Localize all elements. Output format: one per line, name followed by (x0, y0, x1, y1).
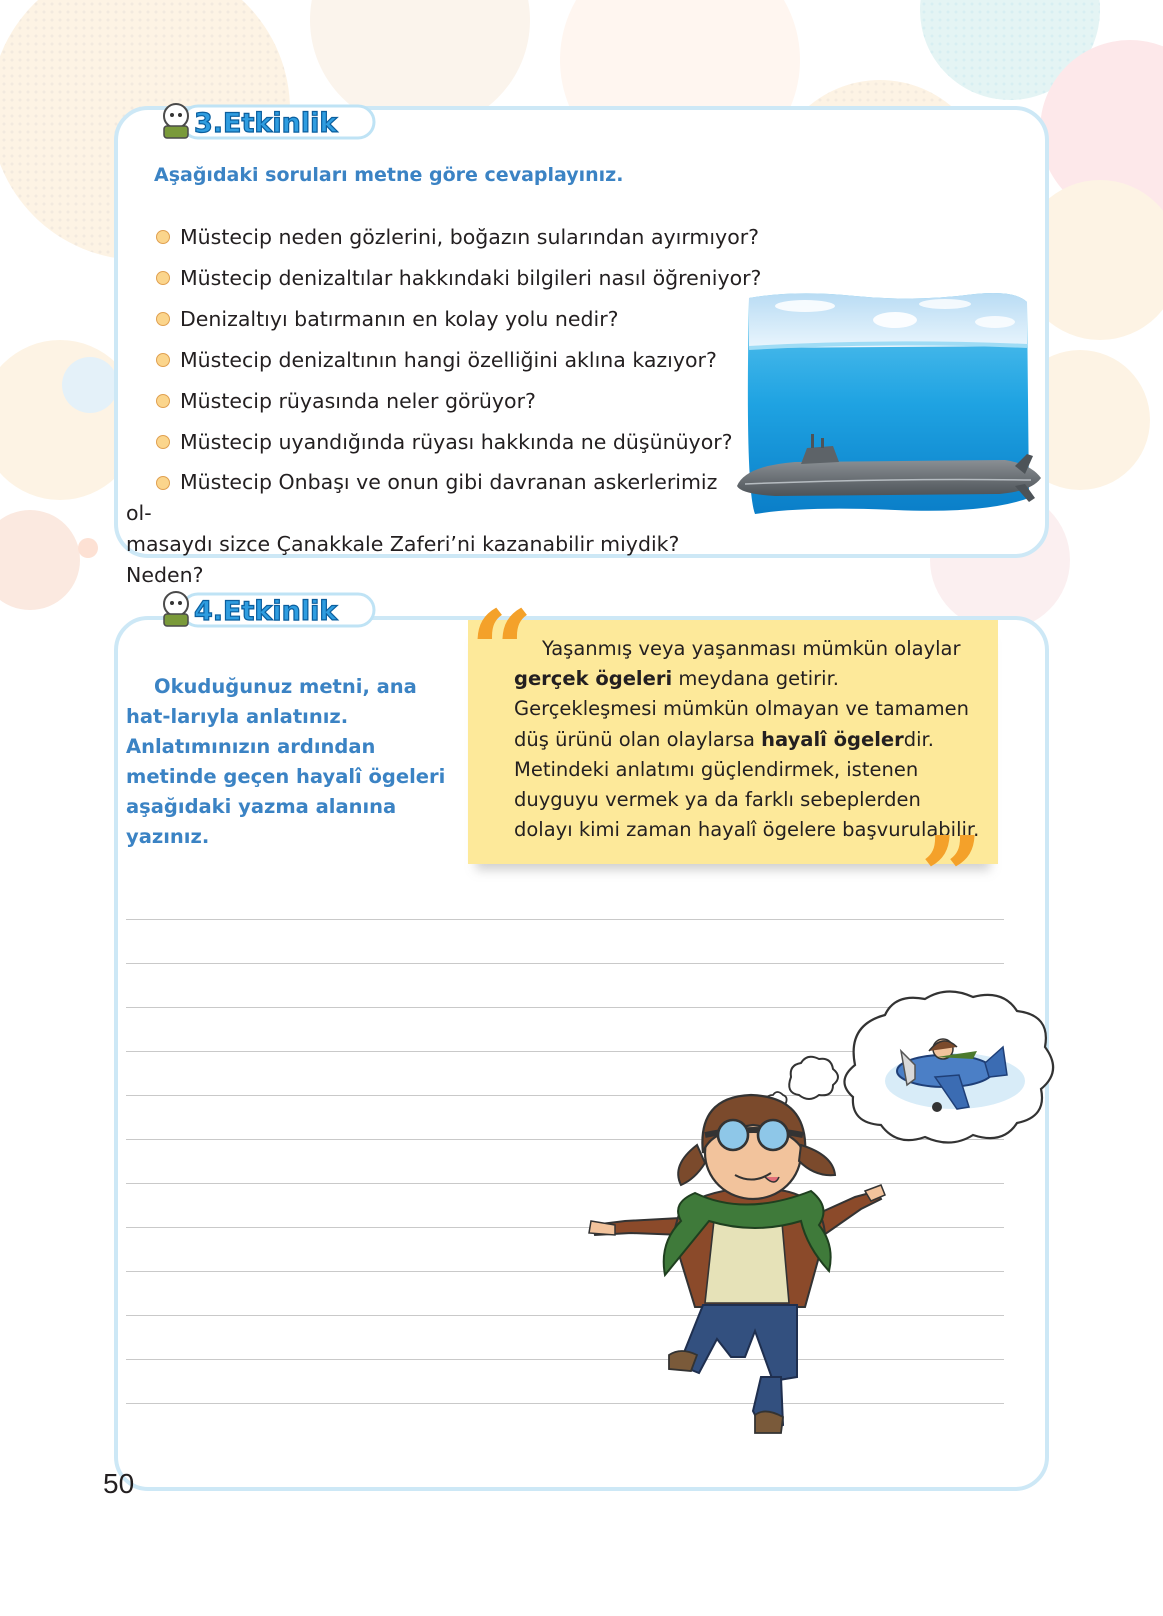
info-note-text: Yaşanmış veya yaşanması mümkün olaylar gerçek ögeleri meydana getirir. Gerçekleşmesi mümkün olmayan ve tamamen düş ürünü olan olaylarsa hayalî ögelerdir. Metindeki anlatımı güçlendirmek, istenen duyguyu vermek ya da farklı sebeplerden dolayı kimi zaman hayalî ögelere başvurulabilir. (514, 637, 980, 842)
open-quote-icon: “ (470, 586, 534, 715)
list-item: Müstecip denizaltılar hakkındaki bilgileri nasıl öğreniyor? (126, 258, 736, 299)
bullet-icon (156, 312, 170, 326)
activity-4-badge (158, 586, 378, 632)
bullet-icon (156, 435, 170, 449)
info-note (468, 620, 998, 864)
activity-3-instruction: Aşağıdaki soruları metne göre cevaplayınız. (154, 164, 624, 186)
bullet-icon (156, 394, 170, 408)
list-item: Müstecip neden gözlerini, boğazın sularından ayırmıyor? (126, 217, 736, 258)
aviator-boy-illustration (585, 985, 1065, 1440)
list-item: Denizaltıyı batırmanın en kolay yolu nedir? (126, 299, 736, 340)
bullet-icon (156, 271, 170, 285)
bullet-icon (156, 230, 170, 244)
boy-icon (589, 1095, 885, 1433)
list-item: Müstecip rüyasında neler görüyor? (126, 381, 736, 422)
activity-3-badge-label: 3.Etkinlik (194, 108, 338, 139)
submarine-illustration (735, 288, 1045, 520)
mascot-icon (164, 592, 188, 626)
close-quote-icon: ” (920, 812, 984, 941)
bullet-icon (156, 353, 170, 367)
activity-3-badge (158, 98, 378, 144)
thought-bubble-icon (767, 991, 1054, 1142)
question-list (126, 217, 762, 591)
list-item: Müstecip denizaltının hangi özelliğini aklına kazıyor? (126, 340, 736, 381)
bullet-icon (156, 476, 170, 490)
page-number: 50 (103, 1468, 135, 1499)
list-item: Müstecip Onbaşı ve onun gibi davranan askerlerimiz ol- masaydı sizce Çanakkale Zaferi’ni kazanabilir miydik? Neden? (126, 470, 718, 587)
activity-4-instruction: Okuduğunuz metni, ana hat-larıyla anlatınız. Anlatımınızın ardından metinde geçen hayalî ögeleri aşağıdaki yazma alanına yazınız. (126, 675, 446, 848)
list-item: Müstecip uyandığında rüyası hakkında ne düşünüyor? (126, 422, 736, 463)
mascot-icon (164, 104, 188, 138)
activity-4-badge-label: 4.Etkinlik (194, 596, 338, 627)
writing-line[interactable] (126, 920, 1004, 964)
